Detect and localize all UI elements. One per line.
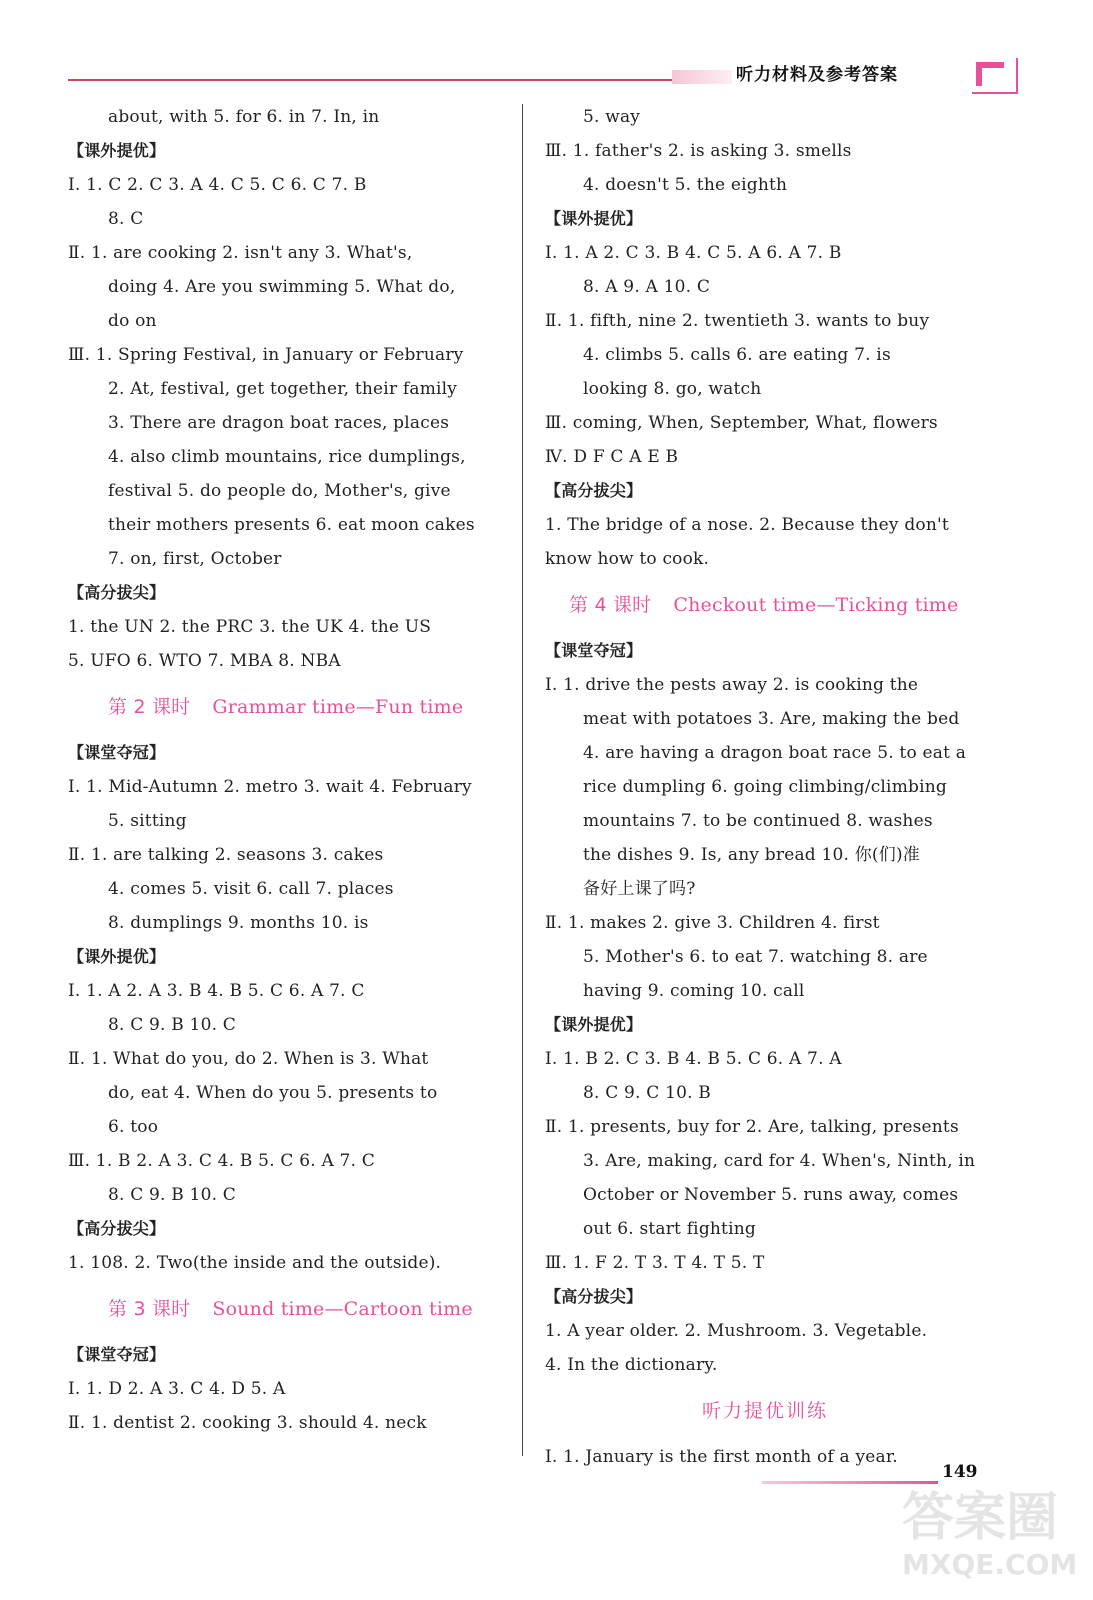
section-heading: 【课外提优】 <box>68 947 166 966</box>
section-heading: 【课堂夺冠】 <box>68 743 166 762</box>
listening-section-title: 听力提优训练 <box>701 1400 828 1422</box>
answer-line: 5. sitting <box>108 811 187 831</box>
section-heading: 【课外提优】 <box>545 209 643 228</box>
answer-line: do, eat 4. When do you 5. presents to <box>108 1083 438 1103</box>
answer-line: 8. C <box>108 209 144 229</box>
answer-line: 4. doesn't 5. the eighth <box>583 175 788 195</box>
answer-line: out 6. start fighting <box>583 1219 756 1239</box>
answer-line: 8. C 9. B 10. C <box>108 1015 237 1035</box>
answer-line: 7. on, first, October <box>108 549 282 569</box>
lesson-title <box>68 678 520 736</box>
answer-line: 4. In the dictionary. <box>545 1355 718 1375</box>
answer-line: do on <box>108 311 157 331</box>
answer-line: 1. the UN 2. the PRC 3. the UK 4. the US <box>68 617 432 637</box>
section-heading: 【课堂夺冠】 <box>545 641 643 660</box>
answer-line: 8. C 9. B 10. C <box>108 1185 237 1205</box>
section-heading: 【高分拔尖】 <box>68 1219 166 1238</box>
answer-line: Ⅲ. 1. father's 2. is asking 3. smells <box>545 141 852 161</box>
answer-line: Ⅰ. 1. A 2. C 3. B 4. C 5. A 6. A 7. B <box>545 243 842 263</box>
answer-line: 4. climbs 5. calls 6. are eating 7. is <box>583 345 891 365</box>
lesson-title <box>545 576 985 634</box>
lesson-number: 第 2 课时 <box>108 696 191 718</box>
answer-line: Ⅰ. 1. January is the first month of a year. <box>545 1447 898 1467</box>
answer-line: Ⅲ. 1. B 2. A 3. C 4. B 5. C 6. A 7. C <box>68 1151 375 1171</box>
answer-line: 8. C 9. C 10. B <box>583 1083 712 1103</box>
answer-line: Ⅱ. 1. dentist 2. cooking 3. should 4. neck <box>68 1413 427 1433</box>
answer-line: about, with 5. for 6. in 7. In, in <box>108 107 380 127</box>
watermark-logo <box>902 1488 1078 1596</box>
lesson-number: 第 4 课时 <box>569 594 652 616</box>
answer-line: 1. The bridge of a nose. 2. Because they don't <box>545 515 949 535</box>
answer-line: doing 4. Are you swimming 5. What do, <box>108 277 456 297</box>
watermark-url: MXQE.COM <box>902 1548 1078 1581</box>
lesson-name: Checkout time—Ticking time <box>673 594 959 616</box>
section-heading: 【高分拔尖】 <box>545 481 643 500</box>
answer-line: looking 8. go, watch <box>583 379 762 399</box>
answer-line: 2. At, festival, get together, their family <box>108 379 458 399</box>
header-rule <box>68 79 678 81</box>
header-rule-accent <box>672 70 732 84</box>
answer-line: 5. UFO 6. WTO 7. MBA 8. NBA <box>68 651 341 671</box>
answer-line: Ⅲ. 1. F 2. T 3. T 4. T 5. T <box>545 1253 765 1273</box>
answer-line: 1. 108. 2. Two(the inside and the outside). <box>68 1253 442 1273</box>
page-number-rule <box>762 1481 938 1484</box>
answer-line: Ⅲ. 1. Spring Festival, in January or February <box>68 345 464 365</box>
answer-line: 8. A 9. A 10. C <box>583 277 711 297</box>
right-column <box>545 100 985 1474</box>
answer-line: 6. too <box>108 1117 159 1137</box>
answer-line: Ⅰ. 1. B 2. C 3. B 4. B 5. C 6. A 7. A <box>545 1049 842 1069</box>
answer-line: Ⅳ. D F C A E B <box>545 447 679 467</box>
lesson-title <box>68 1280 520 1338</box>
watermark-text: 答案圈 <box>902 1488 1059 1548</box>
answer-line: 5. way <box>583 107 641 127</box>
answer-line: Ⅱ. 1. presents, buy for 2. Are, talking, presents <box>545 1117 959 1137</box>
answer-line: know how to cook. <box>545 549 710 569</box>
answer-line: 1. A year older. 2. Mushroom. 3. Vegetable. <box>545 1321 928 1341</box>
answer-line: mountains 7. to be continued 8. washes <box>583 811 933 831</box>
answer-line: Ⅰ. 1. drive the pests away 2. is cooking the <box>545 675 919 695</box>
answer-line: Ⅱ. 1. makes 2. give 3. Children 4. first <box>545 913 880 933</box>
header-title: 听力材料及参考答案 <box>736 65 898 85</box>
header-corner-mark-inner <box>976 62 1004 86</box>
answer-line: Ⅰ. 1. A 2. A 3. B 4. B 5. C 6. A 7. C <box>68 981 365 1001</box>
answer-line: Ⅱ. 1. are talking 2. seasons 3. cakes <box>68 845 384 865</box>
section-heading: 【课外提优】 <box>68 141 166 160</box>
answer-line: their mothers presents 6. eat moon cakes <box>108 515 475 535</box>
section-heading: 【课外提优】 <box>545 1015 643 1034</box>
answer-line: 3. There are dragon boat races, places <box>108 413 450 433</box>
section-heading: 【课堂夺冠】 <box>68 1345 166 1364</box>
answer-line: 3. Are, making, card for 4. When's, Ninth, in <box>583 1151 976 1171</box>
lesson-name: Sound time—Cartoon time <box>212 1298 473 1320</box>
answer-line: 4. also climb mountains, rice dumplings, <box>108 447 466 467</box>
section-heading: 【高分拔尖】 <box>545 1287 643 1306</box>
answer-line: having 9. coming 10. call <box>583 981 805 1001</box>
answer-line: 4. comes 5. visit 6. call 7. places <box>108 879 394 899</box>
page-number: 149 <box>942 1462 978 1482</box>
answer-line: meat with potatoes 3. Are, making the bed <box>583 709 960 729</box>
answer-line: Ⅱ. 1. What do you, do 2. When is 3. What <box>68 1049 429 1069</box>
column-divider <box>522 104 523 1456</box>
lesson-name: Grammar time—Fun time <box>212 696 464 718</box>
answer-line: Ⅱ. 1. fifth, nine 2. twentieth 3. wants to buy <box>545 311 930 331</box>
answer-line: Ⅲ. coming, When, September, What, flowers <box>545 413 938 433</box>
answer-line: 备好上课了吗? <box>583 879 696 899</box>
answer-line: rice dumpling 6. going climbing/climbing <box>583 777 947 797</box>
lesson-number: 第 3 课时 <box>108 1298 191 1320</box>
answer-line: 5. Mother's 6. to eat 7. watching 8. are <box>583 947 928 967</box>
answer-line: October or November 5. runs away, comes <box>583 1185 959 1205</box>
left-column <box>68 100 520 1440</box>
answer-line: Ⅰ. 1. C 2. C 3. A 4. C 5. C 6. C 7. B <box>68 175 367 195</box>
answer-line: festival 5. do people do, Mother's, give <box>108 481 451 501</box>
answer-line: 8. dumplings 9. months 10. is <box>108 913 369 933</box>
answer-line: the dishes 9. Is, any bread 10. 你(们)准 <box>583 845 920 865</box>
section-heading: 【高分拔尖】 <box>68 583 166 602</box>
answer-line: 4. are having a dragon boat race 5. to eat a <box>583 743 967 763</box>
answer-line: Ⅱ. 1. are cooking 2. isn't any 3. What's, <box>68 243 413 263</box>
answer-line: Ⅰ. 1. Mid-Autumn 2. metro 3. wait 4. February <box>68 777 472 797</box>
answer-line: Ⅰ. 1. D 2. A 3. C 4. D 5. A <box>68 1379 286 1399</box>
